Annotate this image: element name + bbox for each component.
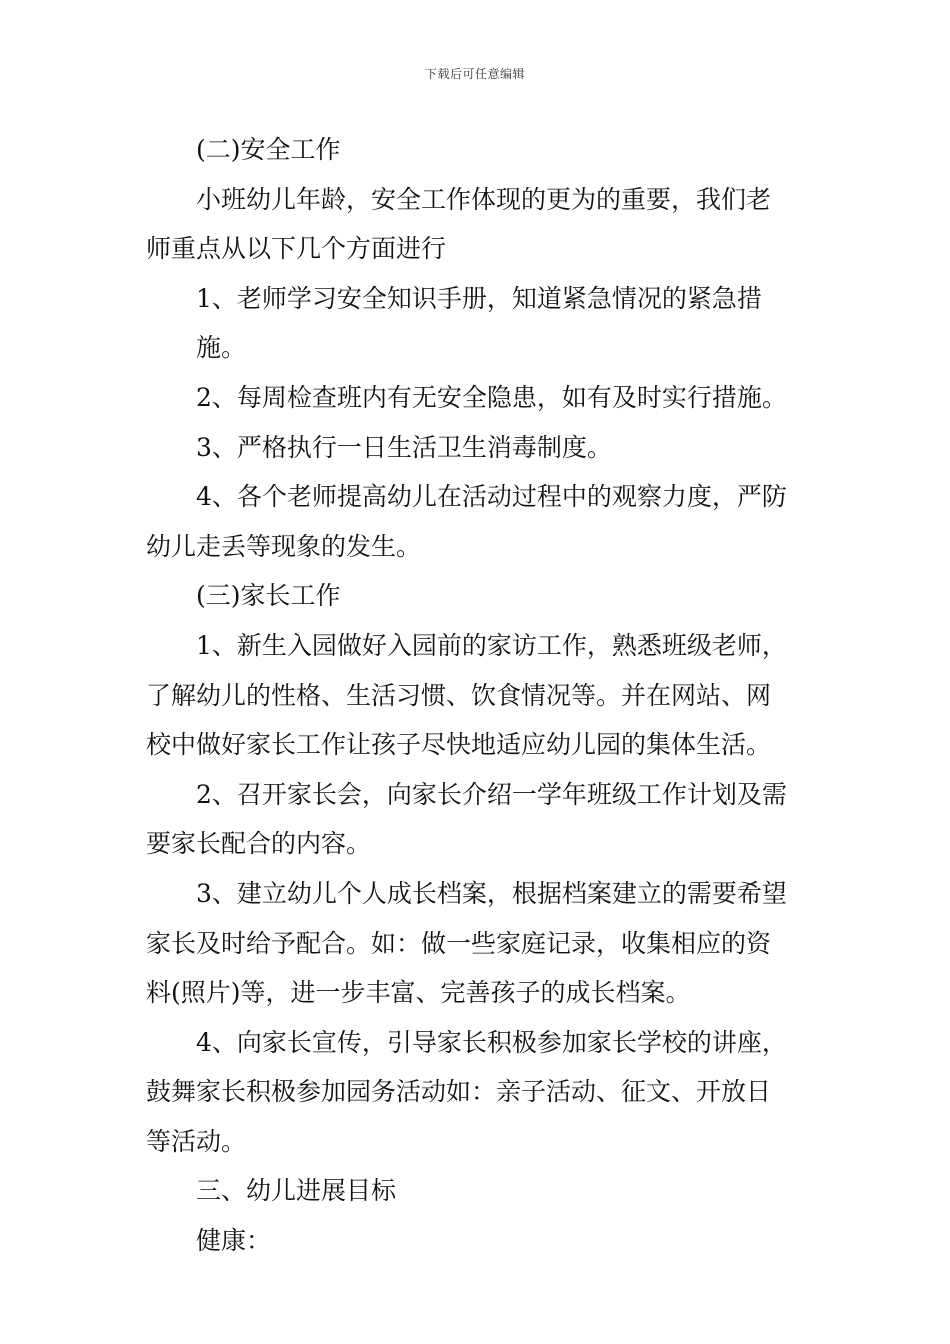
list-item: 1、新生入园做好入园前的家访工作，熟悉班级老师，	[196, 630, 787, 660]
text-line: 了解幼儿的性格、生活习惯、饮食情况等。并在网站、网	[146, 680, 772, 710]
list-item: 4、各个老师提高幼儿在活动过程中的观察力度，严防	[196, 482, 787, 512]
text-line: 料(照片)等，进一步丰富、完善孩子的成长档案。	[146, 978, 691, 1008]
text-line: 师重点从以下几个方面进行	[146, 234, 447, 264]
text-line: 鼓舞家长积极参加园务活动如：亲子活动、征文、开放日	[146, 1077, 772, 1107]
section-heading-parents: (三)家长工作	[196, 581, 341, 611]
text-line: 家长及时给予配合。如：做一些家庭记录，收集相应的资	[146, 928, 772, 958]
list-item: 4、向家长宣传，引导家长积极参加家长学校的讲座，	[196, 1027, 787, 1057]
text-line: 小班幼儿年龄，安全工作体现的更为的重要，我们老	[196, 184, 772, 214]
page-header: 下载后可任意编辑	[424, 67, 525, 81]
text-line: 等活动。	[146, 1126, 247, 1156]
list-item: 2、每周检查班内有无安全隐患，如有及时实行措施。	[196, 382, 787, 412]
text-line: 要家长配合的内容。	[146, 829, 372, 859]
section-heading-goals: 三、幼儿进展目标	[196, 1176, 397, 1206]
list-item: 3、严格执行一日生活卫生消毒制度。	[196, 432, 612, 462]
list-item: 1、老师学习安全知识手册，知道紧急情况的紧急措施。	[196, 283, 762, 363]
text-line: 校中做好家长工作让孩子尽快地适应幼儿园的集体生活。	[146, 730, 772, 760]
subheading-health: 健康：	[196, 1226, 272, 1256]
document-body	[146, 125, 810, 1266]
section-heading-safety: (二)安全工作	[196, 135, 341, 164]
list-item: 3、建立幼儿个人成长档案，根据档案建立的需要希望	[196, 878, 787, 908]
list-item: 2、召开家长会，向家长介绍一学年班级工作计划及需	[196, 779, 787, 809]
text-line: 幼儿走丢等现象的发生。	[146, 531, 422, 561]
